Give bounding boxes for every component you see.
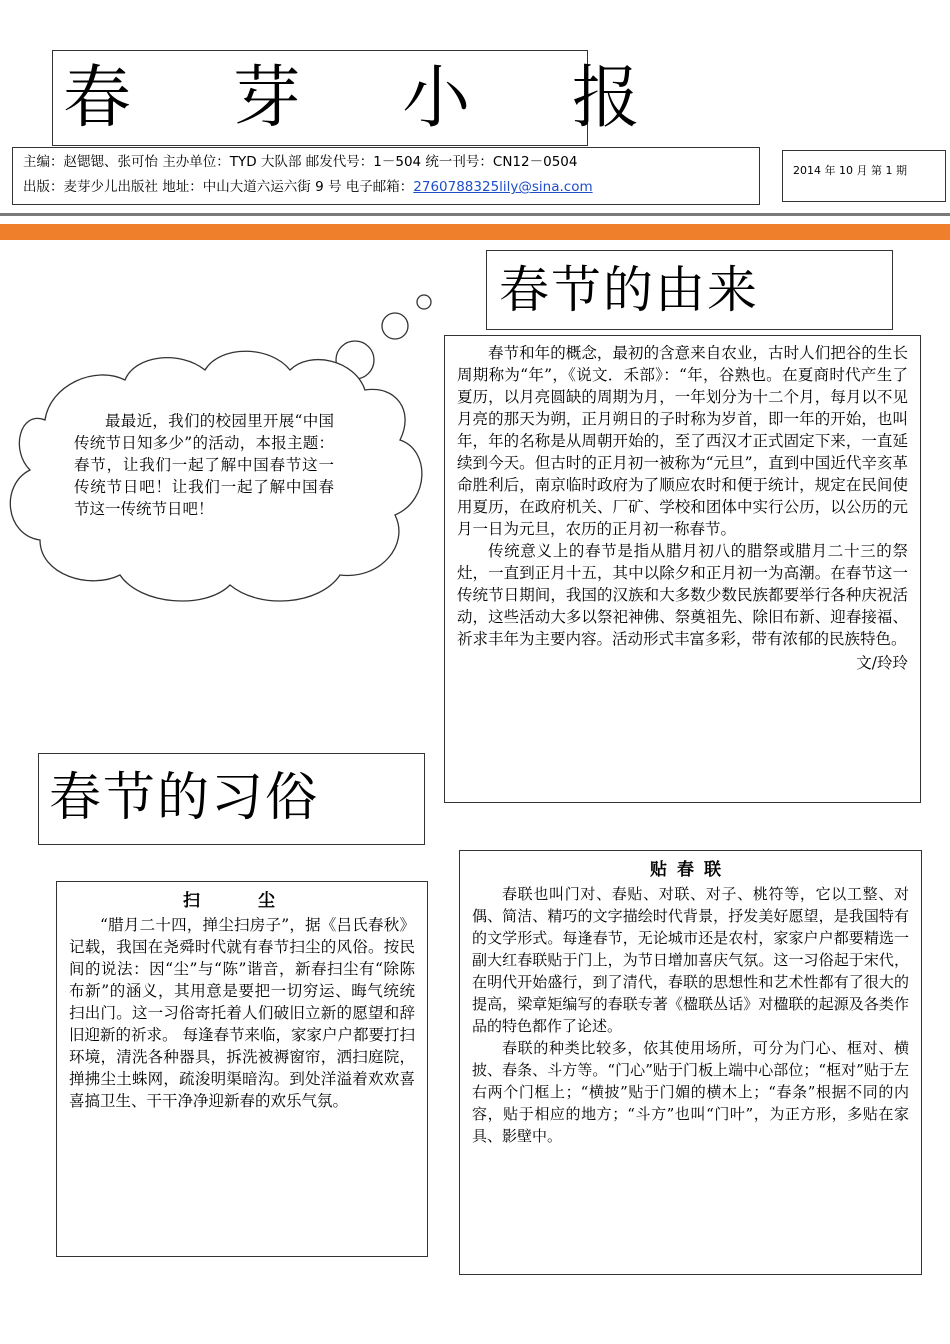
origin-heading-box bbox=[486, 250, 893, 330]
origin-byline: 文/玲玲 bbox=[856, 654, 908, 672]
cloud-intro-text: 最最近，我们的校园里开展“中国传统节日知多少”的活动，本报主题：春节，让我们一起了解中国春节这一传统节日吧！让我们一起了解中国春节这一传统节日吧！ bbox=[74, 412, 334, 518]
origin-article bbox=[444, 335, 921, 803]
couplet-paragraph-2: 春联的种类比较多，依其使用场所，可分为门心、框对、横披、春条、斗方等。“门心”贴于门板上端中心部位；“框对”贴于左右两个门框上；“横披”贴于门媚的横木上；“春条”根据不同的内容，贴于相应的地方；“斗方”也叫“门叶”，为正方形，多贴在家具、影壁中。 bbox=[472, 1039, 909, 1145]
customs-heading: 春节的习俗 bbox=[49, 768, 320, 828]
origin-paragraph-1: 春节和年的概念，最初的含意来自农业，古时人们把谷的生长周期称为“年”，《说文．禾部》：“年，谷熟也。在夏商时代产生了夏历，以月亮圆缺的周期为月，一年划分为十二个月，每月以不见月亮的那天为朔，正月朔日的子时称为岁首，即一年的开始，也叫年，年的名称是从周朝开始的，至了西汉才正式固定下来，一直延续到今天。但古时的正月初一被称为“元旦”，直到中国近代辛亥革命胜利后，南京临时政府为了顺应农时和便于统计，规定在民间使用夏历，在政府机关、厂矿、学校和团体中实行公历，以公历的元月一日为元旦，农历的正月初一称春节。 bbox=[457, 344, 908, 538]
email-link[interactable]: 2760788325lily@sina.com bbox=[413, 179, 593, 195]
cloud-bubble-small bbox=[417, 295, 431, 309]
sweep-article bbox=[56, 881, 428, 1257]
masthead-publisher-line bbox=[23, 175, 749, 200]
couplet-article bbox=[459, 850, 922, 1275]
sweep-paragraph: “腊月二十四，掸尘扫房子”，据《吕氏春秋》记载，我国在尧舜时代就有春节扫尘的风俗。按民间的说法：因“尘”与“陈”谐音，新春扫尘有“除陈布新”的涵义，其用意是要把一切穷运、晦气统统扫出门。这一习俗寄托着人们破旧立新的愿望和辞旧迎新的祈求。 每逢春节来临，家家户户都要打扫环境，清洗各种器具，拆洗被褥窗帘，洒扫庭院，掸拂尘土蛛网，疏浚明渠暗沟。到处洋溢着欢欢喜喜搞卫生、干干净净迎新春的欢乐气氛。 bbox=[69, 916, 415, 1110]
masthead-title-box bbox=[52, 50, 680, 146]
masthead-address: 出版：麦芽少儿出版社 地址：中山大道六运六街 9 号 电子邮箱： bbox=[23, 179, 414, 195]
issue-date: 2014 年 10 月 第 1 期 bbox=[793, 164, 907, 177]
cloud-bubble-medium bbox=[382, 313, 408, 339]
customs-heading-box bbox=[38, 753, 425, 845]
header-divider-gray bbox=[0, 213, 950, 216]
sweep-title: 扫 尘 bbox=[183, 891, 301, 911]
newspaper-title: 春 芽 小 报 bbox=[63, 59, 680, 138]
masthead-info-box bbox=[12, 147, 760, 205]
issue-date-box bbox=[782, 150, 946, 202]
masthead-editors-line: 主编：赵锶锶、张可怡 主办单位：TYD 大队部 邮发代号：1－504 统一刊号：CN12－0504 bbox=[23, 154, 578, 170]
couplet-paragraph-1: 春联也叫门对、春贴、对联、对子、桃符等，它以工整、对偶、简洁、精巧的文字描绘时代背景，抒发美好愿望，是我国特有的文学形式。每逢春节，无论城市还是农村，家家户户都要精选一副大红春联贴于门上，为节日增加喜庆气氛。这一习俗起于宋代，在明代开始盛行，到了清代，春联的思想性和艺术性都有了很大的提高，梁章矩编写的春联专著《楹联丛话》对楹联的起源及各类作品的特色都作了论述。 bbox=[472, 885, 909, 1035]
header-divider-orange bbox=[0, 224, 950, 240]
origin-heading: 春节的由来 bbox=[499, 261, 759, 319]
origin-paragraph-2: 传统意义上的春节是指从腊月初八的腊祭或腊月二十三的祭灶，一直到正月十五，其中以除夕和正月初一为高潮。在春节这一传统节日期间，我国的汉族和大多数少数民族都要举行各种庆祝活动，这些活动大多以祭祀神佛、祭奠祖先、除旧布新、迎春接福、祈求丰年为主要内容。活动形式丰富多彩，带有浓郁的民族特色。 bbox=[457, 542, 908, 648]
couplet-title: 贴春联 bbox=[650, 860, 731, 880]
